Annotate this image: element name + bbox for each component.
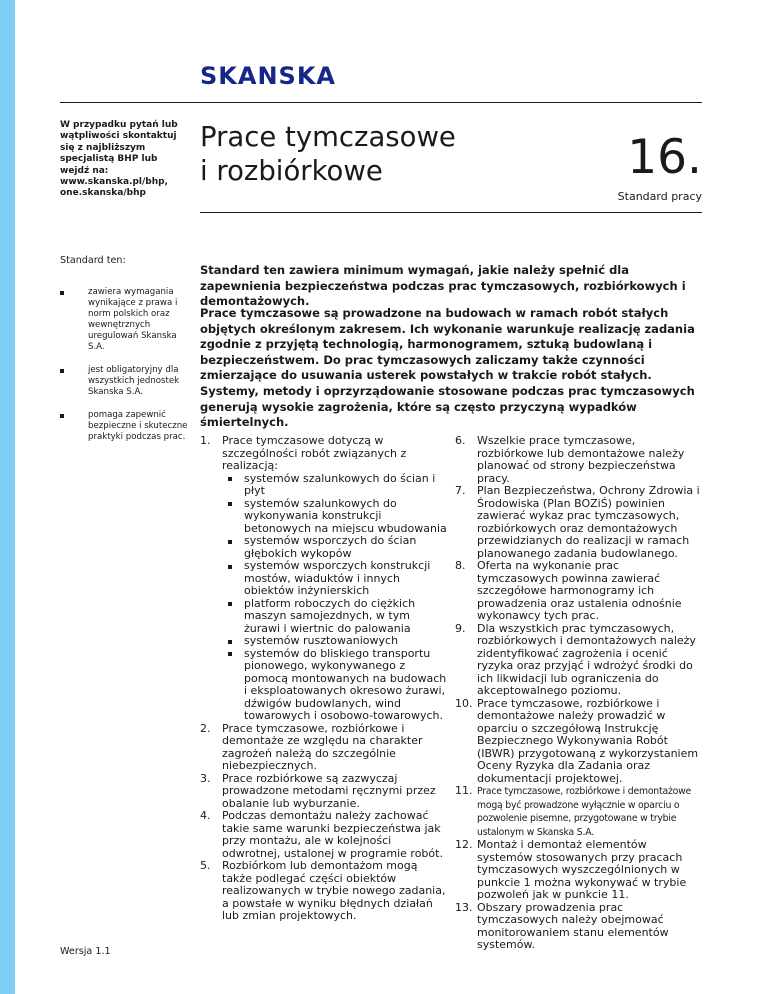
- title-line-2: i rozbiórkowe: [200, 155, 383, 187]
- standard-point: pomaga zapewnić bezpieczne i skuteczne praktyki podczas prac.: [60, 410, 190, 443]
- item-text: Obszary prowadzenia prac tymczasowych należy obejmować monitorowaniem stanu elementów systemów.: [477, 900, 669, 951]
- contact-note: W przypadku pytań lub wątpliwości skontaktuj się z najbliższym specjalistą BHP lub wejdź na: www.skanska.pl/bhp, one.skanska/bhp: [60, 120, 178, 199]
- version-label: Wersja 1.1: [60, 946, 111, 957]
- standard-number: 16.: [627, 130, 702, 185]
- list-item: [200, 773, 447, 811]
- title-line-1: Prace tymczasowe: [200, 121, 456, 153]
- item-number: 2.: [200, 721, 211, 735]
- item-text: Montaż i demontaż elementów systemów stosowanych przy pracach tymczasowych wyszczególnionych w punkcie 1 można wykonywać w trybie pozwoleń jak w punkcie 11.: [477, 838, 687, 901]
- lead-paragraph-1: Standard ten zawiera minimum wymagań, jakie należy spełnić dla zapewnienia bezpieczeństwa podczas prac tymczasowych, rozbiórkowych i demontażowych.: [200, 263, 686, 309]
- item-text: Prace tymczasowe, rozbiórkowe i demontaże ze względu na charakter zagrożeń należą do szczególnie niebezpiecznych.: [222, 721, 423, 772]
- item-number: 11.: [455, 784, 473, 797]
- item-number: 13.: [455, 900, 473, 914]
- standard-label: Standard pracy: [617, 190, 702, 203]
- list-item: [455, 698, 700, 786]
- item-number: 3.: [200, 771, 211, 785]
- list-item: [455, 839, 700, 902]
- item-text: Wszelkie prace tymczasowe, rozbiórkowe lub demontażowe należy planować od strony bezpieczeństwa pracy.: [477, 434, 685, 485]
- item-text: Prace tymczasowe, rozbiórkowe i demontażowe mogą być prowadzone wyłącznie w oparciu o pozwolenie pisemne, przygotowane w trybie ustalonym w Skanska S.A.: [477, 786, 692, 838]
- requirements-left-column: [200, 435, 447, 923]
- item-number: 4.: [200, 809, 211, 822]
- sidebar-stripe: [0, 0, 15, 994]
- item-number: 7.: [455, 484, 466, 497]
- item-text: Prace rozbiórkowe są zazwyczaj prowadzone metodami ręcznymi przez obalanie lub wyburzanie.: [222, 771, 436, 810]
- item-text: Rozbiórkom lub demontażom mogą także podlegać części obiektów realizowanych w trybie nowego zadania, a powstałe w wyniku błędnych działań lub zmian projektowych.: [222, 859, 446, 922]
- item-number: 8.: [455, 559, 466, 572]
- standard-point: jest obligatoryjny dla wszystkich jednostek Skanska S.A.: [60, 365, 190, 398]
- list-item: [200, 860, 447, 923]
- lead-paragraph-2: Prace tymczasowe są prowadzone na budowach w ramach robót stałych objętych określonym zakresem. Ich wykonanie warunkuje realizację zadania zgodnie z przyjętą technologią, harmonogramem, sztuką budowlaną i bezpieczeństwem. Do prac tymczasowych zaliczamy także czynności zmierzające do usuwania usterek powstałych w trakcie robót stałych. Systemy, metody i oprzyrządowanie stosowane podczas prac tymczasowych generują wysokie zagrożenia, które są często przyczyną wypadków śmiertelnych.: [200, 306, 695, 430]
- list-item: [455, 902, 700, 952]
- list-item: [200, 435, 447, 723]
- list-item: [200, 723, 447, 773]
- item-number: 6.: [455, 434, 466, 447]
- sub-item: systemów wsporczych konstrukcji mostów, wiaduktów i innych obiektów inżynierskich: [222, 560, 447, 598]
- item-text: Dla wszystkich prac tymczasowych, rozbiórkowych i demontażowych należy zidentyfikować zagrożenia i ocenić ryzyka oraz przyjąć i wdrożyć środki do ich likwidacji lub ograniczenia do akceptowalnego poziomu.: [477, 621, 696, 697]
- item-text: Prace tymczasowe dotyczą w szczególności robót związanych z realizacją:: [222, 434, 407, 472]
- sub-item: systemów wsporczych do ścian głębokich wykopów: [222, 535, 447, 560]
- list-item: [200, 810, 447, 860]
- standard-point: zawiera wymagania wynikające z prawa i norm polskich oraz wewnętrznych uregulowań Skanska S.A.: [60, 287, 190, 353]
- item-text: Oferta na wykonanie prac tymczasowych powinna zawierać szczegółowe harmonogramy ich prowadzenia oraz ustalenia odnośnie wykonawcy tych prac.: [477, 559, 682, 622]
- sub-list: [222, 473, 447, 723]
- item-text: Podczas demontażu należy zachować takie same warunki bezpieczeństwa jak przy montażu, ale w kolejności odwrotnej, ustalonej w programie robót.: [222, 809, 443, 860]
- item-number: 5.: [200, 859, 211, 872]
- item-number: 12.: [455, 838, 473, 851]
- item-text: Prace tymczasowe, rozbiórkowe i demontażowe należy prowadzić w oparciu o szczegółową Instrukcję Bezpiecznego Wykonywania Robót (IBWR) przygotowaną z wykorzystaniem Oceny Ryzyka dla Zadania oraz dokumentacji projektowej.: [477, 696, 699, 785]
- sub-item: systemów do bliskiego transportu pionowego, wykonywanego z pomocą montowanych na budowach i eksploatowanych okresowo żurawi, dźwigów budowlanych, wind towarowych i osobowo-towarowych.: [222, 648, 447, 723]
- list-item: [455, 623, 700, 698]
- item-text: Plan Bezpieczeństwa, Ochrony Zdrowia i Środowiska (Plan BOZiŚ) powinien zawierać wykaz prac tymczasowych, rozbiórkowych oraz demontażowych przewidzianych do realizacji w ramach planowanego zadania budowlanego.: [477, 484, 700, 560]
- standard-intro: Standard ten:: [60, 255, 126, 266]
- sub-item: platform roboczych do ciężkich maszyn samojezdnych, w tym żurawi i wiertnic do palowania: [222, 598, 447, 636]
- title-divider: [200, 212, 702, 213]
- sub-item: systemów szalunkowych do wykonywania konstrukcji betonowych na miejscu wbudowania: [222, 498, 447, 536]
- skanska-logo: SKANSKA: [200, 62, 336, 90]
- item-number: 1.: [200, 434, 211, 447]
- item-number: 9.: [455, 621, 466, 635]
- list-item: [455, 435, 700, 485]
- list-item: [455, 560, 700, 623]
- sub-item: systemów rusztowaniowych: [222, 635, 447, 648]
- list-item: [455, 485, 700, 560]
- standard-points: [60, 287, 190, 455]
- requirements-right-column: [455, 435, 700, 952]
- page-title: [200, 120, 500, 188]
- header-divider: [60, 102, 702, 103]
- sub-item: systemów szalunkowych do ścian i płyt: [222, 473, 447, 498]
- item-number: 10.: [455, 696, 473, 710]
- list-item: [455, 785, 700, 839]
